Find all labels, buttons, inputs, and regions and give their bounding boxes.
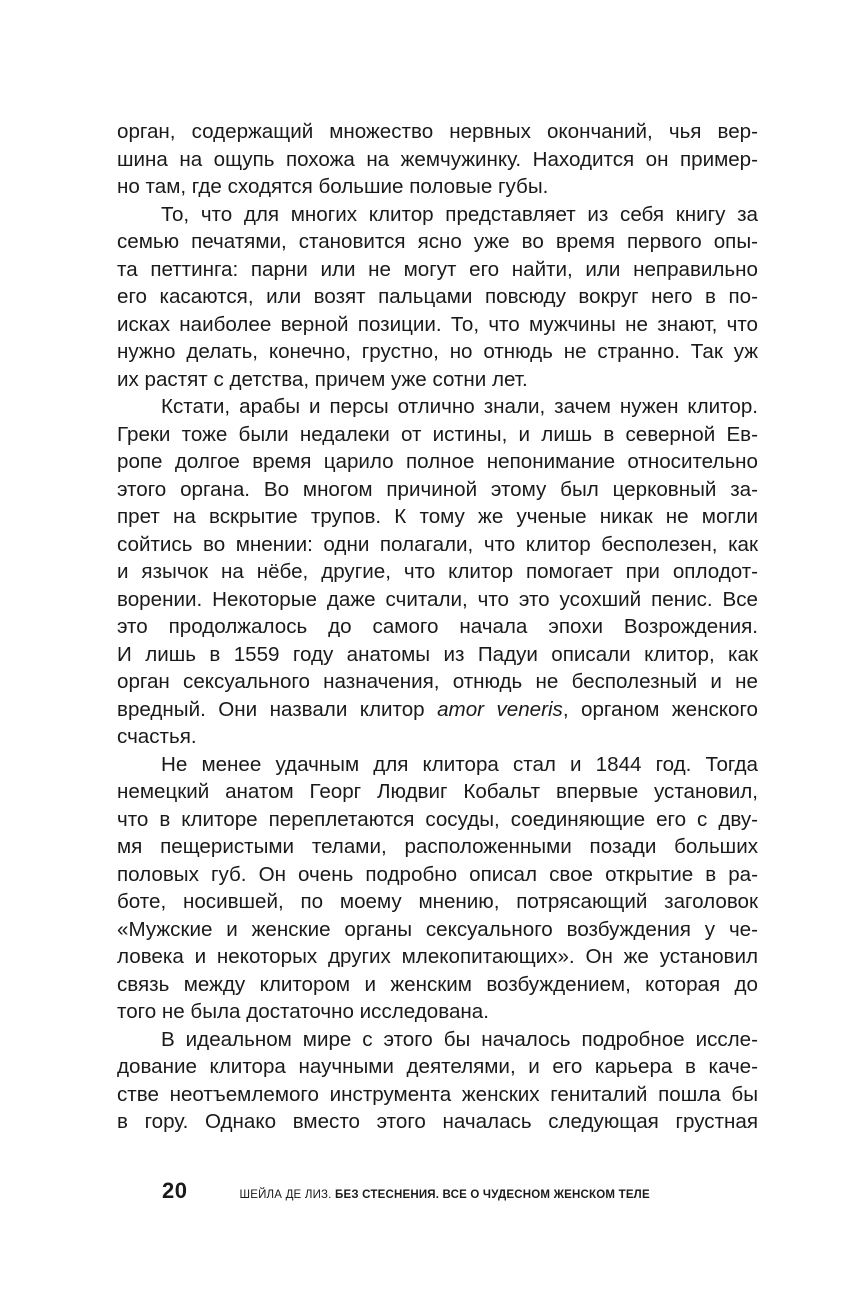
text-line xyxy=(117,668,758,696)
text-line xyxy=(117,283,758,311)
text-line-content: И лишь в 1559 году анатомы из Падуи описали клитор, как xyxy=(117,642,758,666)
text-line-content: В идеальном мире с этого бы началось подробное иссле- xyxy=(161,1027,758,1051)
text-line xyxy=(117,778,758,806)
text-line xyxy=(117,861,758,889)
text-line xyxy=(117,806,758,834)
text-line-content: боте, носившей, по моему мнению, потрясающий заголовок xyxy=(117,890,758,913)
text-line xyxy=(117,531,758,559)
text-line xyxy=(117,998,758,1026)
text-line xyxy=(117,916,758,944)
text-line xyxy=(117,1081,758,1109)
text-line xyxy=(117,393,758,421)
text-line-content: ропе долгое время царило полное непонимание относительно xyxy=(117,450,758,473)
text-line-content: и язычок на нёбе, другие, что клитор помогает при оплодот- xyxy=(117,560,758,583)
text-line-content: ворении. Некоторые даже считали, что это усохший пенис. Все xyxy=(117,587,758,611)
text-line-content: ловека и некоторых других млекопитающих». Он же установил xyxy=(117,945,758,968)
text-line-content: нужно делать, конечно, грустно, но отнюдь не странно. Так уж xyxy=(117,340,758,363)
text-line xyxy=(117,118,758,146)
text-line xyxy=(117,833,758,861)
text-line-content: прет на вскрытие трупов. К тому же ученые никак не могли xyxy=(117,505,758,528)
text-line-content: того не была достаточно исследована. xyxy=(117,1000,489,1023)
text-line-content: Кстати, арабы и персы отлично знали, зачем нужен клитор. xyxy=(161,395,758,418)
text-line-content: этого органа. Во многом причиной этому был церковный за- xyxy=(117,477,758,501)
text-line-content: Не менее удачным для клитора стал и 1844 год. Тогда xyxy=(161,752,758,776)
text-line-content: шина на ощупь похожа на жемчужинку. Находится он пример- xyxy=(117,147,758,171)
text-line-content: но там, где сходятся большие половые губы. xyxy=(117,175,549,198)
text-line-content: их растят с детства, причем уже сотни лет. xyxy=(117,367,528,391)
text-line-content: стве неотъемлемого инструмента женских гениталий пошла бы xyxy=(117,1082,758,1106)
running-head xyxy=(239,1189,649,1201)
text-line-content: исках наиболее верной позиции. То, что мужчины не знают, что xyxy=(117,312,758,336)
text-line xyxy=(117,503,758,531)
text-line-content: в гору. Однако вместо этого началась следующая грустная xyxy=(117,1110,758,1133)
text-line-content: это продолжалось до самого начала эпохи Возрождения. xyxy=(117,615,758,638)
text-line xyxy=(117,641,758,669)
text-line xyxy=(117,146,758,174)
page-number: 20 xyxy=(162,1178,188,1203)
text-line-content: вредный. Они назвали клитор xyxy=(117,697,425,721)
text-line xyxy=(117,448,758,476)
text-line xyxy=(117,173,758,201)
text-line-content: связь между клитором и женским возбуждением, которая до xyxy=(117,972,758,996)
page-footer xyxy=(162,1178,650,1208)
text-line xyxy=(117,613,758,641)
text-line-content: счастья. xyxy=(117,725,197,748)
italic-term: amor veneris xyxy=(437,697,563,721)
text-line-content: немецкий анатом Георг Людвиг Кобальт впервые установил, xyxy=(117,780,758,803)
text-line-content: дование клитора научными деятелями, и его карьера в каче- xyxy=(117,1055,758,1078)
text-line-content: орган сексуального назначения, отнюдь не бесполезный и не xyxy=(117,670,758,693)
text-line xyxy=(117,1053,758,1081)
text-line xyxy=(117,751,758,779)
text-line-content: половых губ. Он очень подробно описал свое открытие в ра- xyxy=(117,862,758,886)
text-line xyxy=(117,1026,758,1054)
text-line xyxy=(117,723,758,751)
text-line xyxy=(117,1108,758,1136)
text-line xyxy=(117,558,758,586)
running-head-author: ШЕЙЛА ДЕ ЛИЗ. xyxy=(239,1189,332,1201)
text-line xyxy=(117,696,758,724)
running-head-title: БЕЗ СТЕСНЕНИЯ. ВСЕ О ЧУДЕСНОМ ЖЕНСКОМ ТЕЛЕ xyxy=(335,1189,650,1201)
body-text xyxy=(117,118,758,1136)
text-line-content: та петтинга: парни или не могут его найти, или неправильно xyxy=(117,257,758,281)
text-line-continuation: , органом женского xyxy=(562,697,758,721)
text-line-content: мя пещеристыми телами, расположенными позади больших xyxy=(117,835,758,858)
text-line xyxy=(117,201,758,229)
text-line-content: что в клиторе переплетаются сосуды, соединяющие его с дву- xyxy=(117,807,758,831)
text-line xyxy=(117,888,758,916)
text-line xyxy=(117,256,758,284)
text-line xyxy=(117,338,758,366)
text-line xyxy=(117,228,758,256)
text-line xyxy=(117,943,758,971)
text-line-content: «Мужские и женские органы сексуального возбуждения у че- xyxy=(117,917,758,941)
text-line-content: орган, содержащий множество нервных окончаний, чья вер- xyxy=(117,120,758,143)
text-line xyxy=(117,311,758,339)
text-line xyxy=(117,476,758,504)
text-line xyxy=(117,366,758,394)
text-line-content: его касаются, или возят пальцами повсюду вокруг него в по- xyxy=(117,285,758,308)
text-line-content: семью печатями, становится ясно уже во время первого опы- xyxy=(117,230,758,253)
text-line-content: Греки тоже были недалеки от истины, и лишь в северной Ев- xyxy=(117,422,758,446)
text-line xyxy=(117,421,758,449)
text-line-content: сойтись во мнении: одни полагали, что клитор бесполезен, как xyxy=(117,532,758,556)
text-line xyxy=(117,971,758,999)
text-line-content: То, что для многих клитор представляет из себя книгу за xyxy=(161,202,758,226)
text-line xyxy=(117,586,758,614)
